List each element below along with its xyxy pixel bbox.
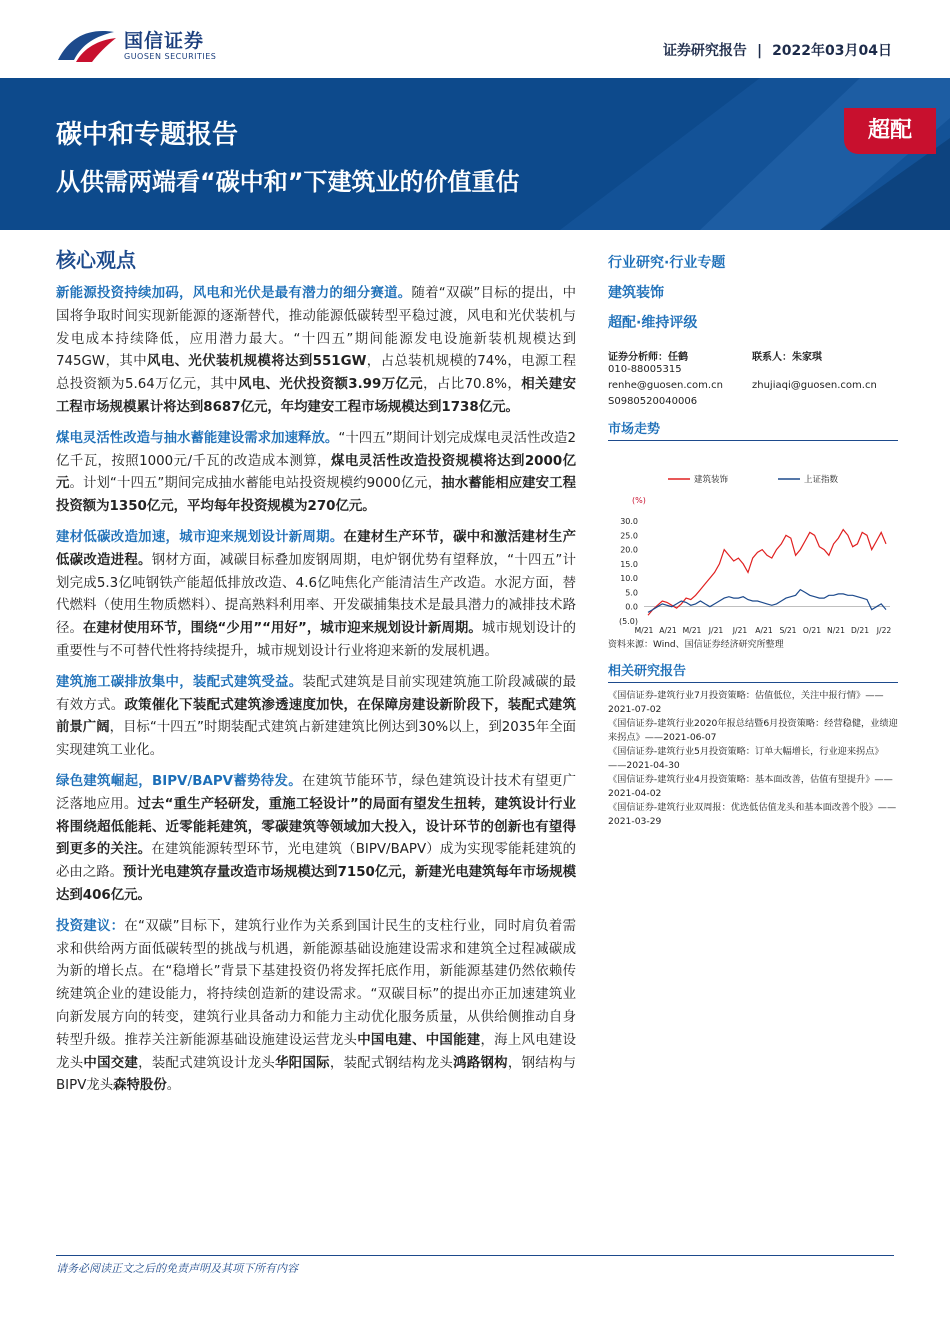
related-reports-list <box>608 689 898 828</box>
report-subtitle: 从供需两端看“碳中和”下建筑业的价值重估 <box>56 168 520 196</box>
y-tick-label: 15.0 <box>620 559 638 569</box>
paragraph-text: 预计光电建筑存量改造市场规模达到7150亿元，新建光电建筑每年市场规模达到406亿元。 <box>56 865 576 903</box>
paragraph-text: 在建材使用环节，围绕“少用”“用好”，城市迎来规划设计新周期。 <box>82 621 482 637</box>
paragraph-text: 在建筑节能环节，绿色建筑设计技术有望更广泛落地应用。 <box>56 773 576 812</box>
footer-disclaimer: 请务必阅读正文之后的免责声明及其项下所有内容 <box>56 1262 298 1275</box>
related-report-item[interactable]: 《国信证券-建筑行业5月投资策略：订单大幅增长，行业迎来拐点》——2021-04-30 <box>608 746 884 771</box>
related-report-item[interactable]: 《国信证券-建筑行业2020年报总结暨6月投资策略：经营稳健，业绩迎来拐点》——2021-06-07 <box>608 718 898 743</box>
paragraph-text: 中国电建、中国能建 <box>357 1032 481 1048</box>
y-tick-label: 5.0 <box>625 588 638 598</box>
core-views-title: 核心观点 <box>56 248 136 272</box>
doc-type-label: 证券研究报告 <box>662 43 747 59</box>
paragraph-lead: 绿色建筑崛起，BIPV/BAPV蓄势待发。 <box>56 773 302 789</box>
paragraph-text: 风电、光伏投资额3.99万亿元 <box>237 377 424 393</box>
paragraph-text: ，目标“十四五”时期装配式建筑占新建建筑比例达到30%以上，到2035年全面实现建筑工业化。 <box>56 720 576 759</box>
series-line <box>648 530 886 616</box>
paragraph-text: 风电、光伏装机规模将达到551GW <box>147 354 367 370</box>
paragraph-text: 中国交建 <box>83 1055 139 1071</box>
paragraph-text: ，钢结构与BIPV龙头 <box>56 1055 577 1094</box>
core-paragraphs <box>56 283 576 1098</box>
paragraph-lead: 煤电灵活性改造与抽水蓄能建设需求加速释放。 <box>56 430 339 446</box>
chart-source: 资料来源：Wind、国信证券经济研究所整理 <box>608 640 784 650</box>
paragraph-text: 森特股份 <box>113 1078 167 1094</box>
paragraph-lead: 新能源投资持续加码，风电和光伏是最有潜力的细分赛道。 <box>56 286 412 301</box>
x-tick-label: J/21 <box>708 626 724 635</box>
paragraph-text: 钢材方面，减碳目标叠加废钢周期，电炉钢优势有望释放，“十四五”计划完成5.3亿吨钢铁产能超低排放改造、4.6亿吨焦化产能清洁生产改造。水泥方面，替代燃料（使用生物质燃料）、提高熟料利用率、开发碳捕集技术是最具潜力的减排技术路径。 <box>56 552 577 637</box>
related-report-item[interactable]: 《国信证券-建筑行业4月投资策略：基本面改善，估值有望提升》——2021-04-02 <box>608 774 893 799</box>
paragraph-text: 。 <box>166 1078 181 1094</box>
rating-badge: 超配 <box>844 108 936 154</box>
market-chart-svg <box>608 445 898 635</box>
paragraph-text: 政策催化下装配式建筑渗透速度加快，在保障房建设新阶段下，装配式建筑前景广阔 <box>56 697 577 736</box>
paragraph-text: 相关建安工程市场规模累计将达到8687亿元，年均建安工程市场规模达到1738亿元。 <box>56 377 577 415</box>
y-tick-label: (5.0) <box>619 617 638 626</box>
related-reports-title: 相关研究报告 <box>608 660 898 683</box>
core-paragraph <box>56 916 576 1098</box>
page-header <box>0 0 950 78</box>
core-paragraph <box>56 527 576 664</box>
paragraph-text: 华阳国际 <box>275 1055 330 1071</box>
paragraph-text: 。计划“十四五”期间完成抽水蓄能电站投资规模约9000亿元， <box>69 476 442 492</box>
market-chart <box>608 445 898 635</box>
report-date: 2022年03月04日 <box>772 43 892 59</box>
report-category: 行业研究·行业专题 <box>608 255 726 271</box>
paragraph-lead: 建材低碳改造加速，城市迎来规划设计新周期。 <box>56 529 344 545</box>
x-tick-label: D/21 <box>850 626 870 635</box>
title-banner <box>0 78 950 230</box>
logo-cn-text: 国信证券 <box>124 30 205 52</box>
y-tick-label: 0.0 <box>625 602 638 612</box>
paragraph-text: 在建筑能源转型环节，光电建筑（BIPV/BAPV）成为实现零能耗建筑的必由之路。 <box>56 842 576 881</box>
legend-label: 建筑装饰 <box>694 475 729 485</box>
x-tick-label: A/21 <box>755 626 773 635</box>
x-tick-label: S/21 <box>779 626 797 635</box>
analyst-info <box>608 348 898 410</box>
paragraph-lead: 建筑施工碳排放集中，装配式建筑受益。 <box>56 674 303 690</box>
paragraph-text: 在“双碳”目标下，建筑行业作为关系到国计民生的支柱行业，同时肩负着需求和供给两方面低碳转型的挑战与机遇，新能源基础设施建设需求和建筑全过程减碳成为新的增长点。在“稳增长”背景下基建投资仍将发挥托底作用，新能源基建仍然依赖传统建筑企业的建设能力，将持续创造新的建设需求。“双碳目标”的提出亦正加速建筑业向新发展方向的转变，建筑行业具备动力和能力主动优化服务质量，从供给侧推动自身转型升级。推荐关注新能源基础设施建设运营龙头 <box>56 918 576 1048</box>
company-logo <box>56 24 217 68</box>
paragraph-text: ，装配式钢结构龙头 <box>329 1055 454 1071</box>
related-report-item[interactable]: 《国信证券-建筑行业7月投资策略：估值低位，关注中报行情》——2021-07-02 <box>608 690 884 715</box>
x-tick-label: J/21 <box>732 626 748 635</box>
sidebar <box>608 248 898 829</box>
x-tick-label: N/21 <box>827 626 845 635</box>
analyst-license: S0980520040006 <box>608 396 698 407</box>
paragraph-text: 城市规划设计的重要性与不可替代性将持续提升，城市规划设计行业将迎来新的发展机遇。 <box>56 621 577 659</box>
paragraph-lead: 投资建议： <box>56 918 125 934</box>
paragraph-text: 装配式建筑是目前实现建筑施工阶段减碳的最有效方式。 <box>56 674 577 713</box>
paragraph-text: 过去“重生产轻研发，重施工轻设计”的局面有望发生扭转，建筑设计行业将围绕超低能耗、近零能耗建筑，零碳建筑等领域加大投入，设计环节的创新也有望得到更多的关注。 <box>56 796 577 858</box>
industry-name: 建筑装饰 <box>608 285 664 301</box>
core-paragraph <box>56 283 576 420</box>
paragraph-text: “十四五”期间计划完成煤电灵活性改造2亿千瓦，按照1000元/千瓦的改造成本测算， <box>56 430 576 469</box>
logo-mark-icon <box>56 26 118 66</box>
paragraph-text: ，占总装机规模的74%，电源工程总投资额为5.64万亿元，其中 <box>56 354 576 393</box>
core-paragraph <box>56 428 576 519</box>
contact-email[interactable]: zhujiaqi@guosen.com.cn <box>752 380 877 391</box>
y-tick-label: 20.0 <box>620 545 638 555</box>
contact-name: 联系人：朱家琪 <box>752 352 822 363</box>
legend-label: 上证指数 <box>804 475 839 485</box>
y-tick-label: 25.0 <box>620 531 638 541</box>
analyst-name: 证券分析师：任鹤 <box>608 352 688 363</box>
rating-line: 超配·维持评级 <box>608 315 698 331</box>
related-report-item[interactable]: 《国信证券-建筑行业双周报：优选低估值龙头和基本面改善个股》——2021-03-29 <box>608 802 897 827</box>
header-separator: | <box>756 43 763 59</box>
y-tick-label: 10.0 <box>620 574 638 584</box>
banner-decoration <box>0 78 950 230</box>
core-paragraph <box>56 771 576 908</box>
paragraph-text: 鸿路钢构 <box>453 1055 508 1071</box>
y-tick-label: 30.0 <box>620 517 638 526</box>
x-tick-label: M/21 <box>682 626 702 635</box>
paragraph-text: 抽水蓄能相应建安工程投资额为1350亿元，平均每年投资规模为270亿元。 <box>56 476 577 515</box>
paragraph-text: 煤电灵活性改造投资规模将达到2000亿元 <box>56 453 576 492</box>
paragraph-text: 在建材生产环节，碳中和激活建材生产低碳改造进程。 <box>56 529 577 568</box>
paragraph-text: ，海上风电建设龙头 <box>56 1032 577 1071</box>
doc-type-line <box>663 40 892 60</box>
report-title: 碳中和专题报告 <box>56 120 239 150</box>
paragraph-text: ，占比70.8%， <box>423 377 522 393</box>
x-tick-label: M/21 <box>634 626 654 635</box>
paragraph-text: 随着“双碳”目标的提出，中国将争取时间实现新能源的逐渐替代，推动能源低碳转型平稳过渡，风电和光伏装机与发电成本持续降低，应用潜力最大。“十四五”期间能源发电设施新装机规模达到745GW，其中 <box>56 286 577 370</box>
core-paragraph <box>56 672 576 763</box>
x-tick-label: O/21 <box>802 626 822 635</box>
analyst-email[interactable]: renhe@guosen.com.cn <box>608 380 723 391</box>
x-tick-label: J/22 <box>876 626 892 635</box>
paragraph-text: ，装配式建筑设计龙头 <box>138 1055 276 1071</box>
x-tick-label: A/21 <box>659 626 677 635</box>
footer-divider <box>56 1255 894 1256</box>
y-axis-unit: (%) <box>632 496 646 505</box>
core-views-section <box>56 244 576 1106</box>
logo-en-text: GUOSEN SECURITIES <box>124 52 217 61</box>
market-trend-title: 市场走势 <box>608 418 898 441</box>
analyst-phone: 010-88005315 <box>608 364 682 375</box>
